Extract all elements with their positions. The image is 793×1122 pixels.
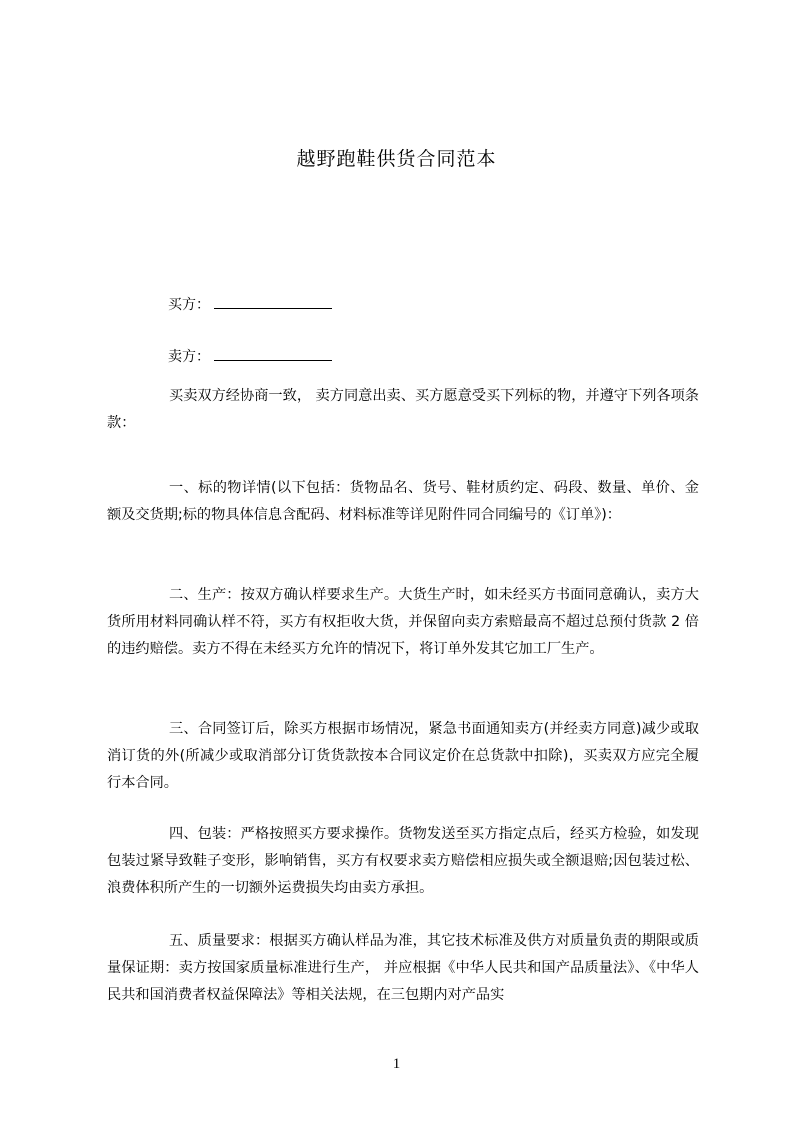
buyer-label: 买方： [168,297,210,313]
buyer-blank-line [214,294,332,309]
clause-2-paragraph: 二、生产：按双方确认样要求生产。大货生产时，如未经买方书面同意确认，卖方大货所用材料同确认样不符，买方有权拒收大货，并保留向卖方索赔最高不超过总预付货款 2 倍的违约赔偿。卖方不得在未经买方允许的情况下，将订单外发其它加工厂生产。 [107,587,699,657]
clause-1-paragraph: 一、标的物详情(以下包括：货物品名、货号、鞋材质约定、码段、数量、单价、金额及交货期;标的物具体信息含配码、材料标准等详见附件同合同编号的《订单》)： [107,480,699,523]
intro-paragraph: 买卖双方经协商一致， 卖方同意出卖、买方愿意受买下列标的物，并遵守下列各项条款： [107,388,699,431]
page-number: 1 [392,1056,401,1072]
seller-field [168,346,332,366]
seller-label: 卖方： [168,349,210,365]
clause-4-paragraph: 四、包装：严格按照买方要求操作。货物发送至买方指定点后，经买方检验，如发现包装过紧导致鞋子变形，影响销售，买方有权要求卖方赔偿相应损失或全额退赔;因包装过松、浪费体积所产生的一切额外运费损失均由卖方承担。 [107,826,699,896]
buyer-field [168,294,332,314]
document-title: 越野跑鞋供货合同范本 [296,148,497,170]
clause-3-paragraph: 三、合同签订后，除买方根据市场情况，紧急书面通知卖方(并经卖方同意)减少或取消订货的外(所减少或取消部分订货货款按本合同议定价在总货款中扣除)，买卖双方应完全履行本合同。 [107,721,699,791]
clause-5-paragraph: 五、质量要求：根据买方确认样品为准，其它技术标准及供方对质量负责的期限或质量保证期：卖方按国家质量标准进行生产， 并应根据《中华人民共和国产品质量法》、《中华人民共和国消费者权益保障法》等相关法规，在三包期内对产品实 [107,933,699,1003]
seller-blank-line [214,346,332,361]
